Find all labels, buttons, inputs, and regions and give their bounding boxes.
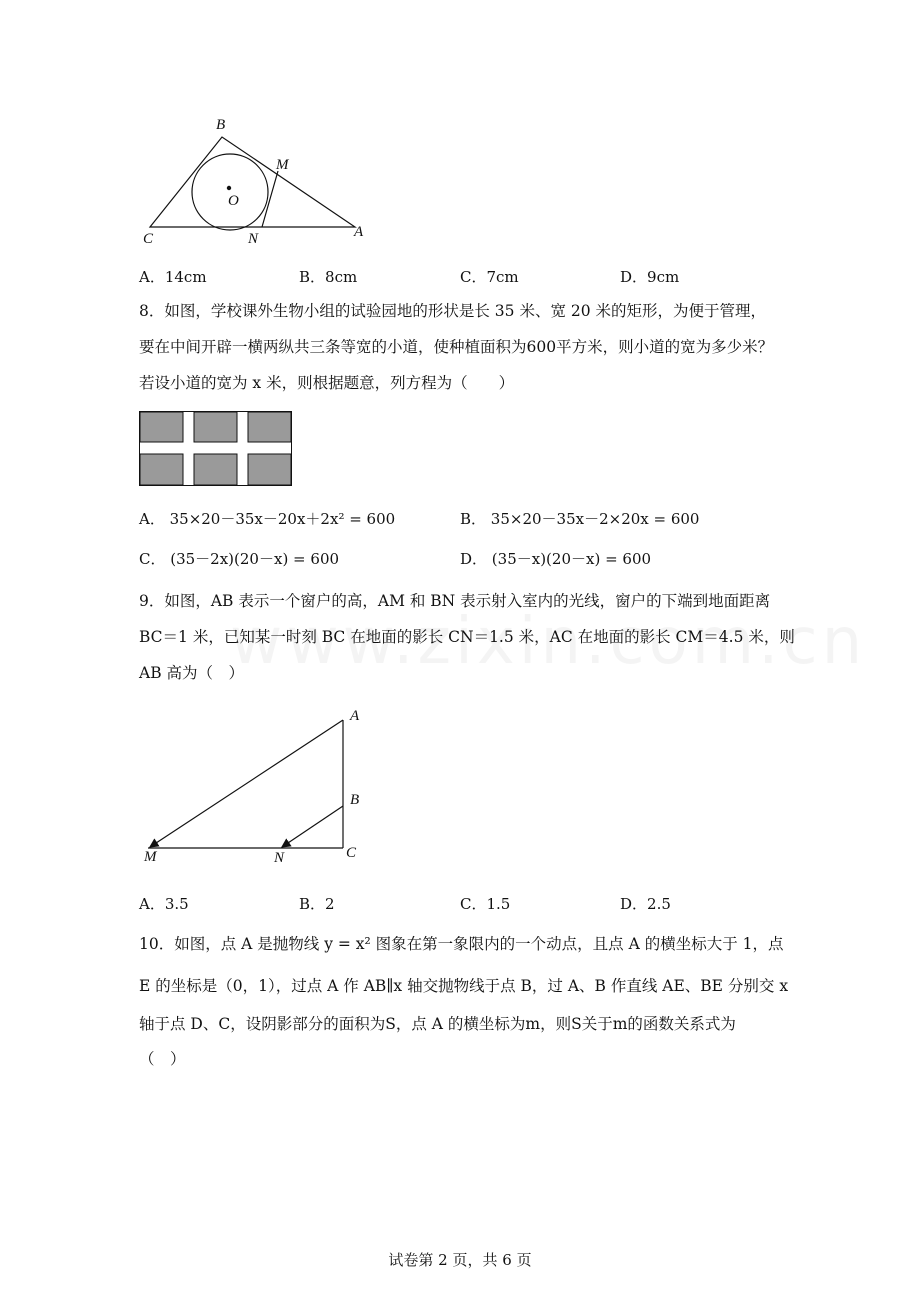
label-a: A xyxy=(350,708,360,724)
ray-am xyxy=(150,720,343,847)
q8-line-2: 要在中间开辟一横两纵共三条等宽的小道，使种植面积为600平方米，则小道的宽为多少米？ xyxy=(139,338,774,356)
plot-6 xyxy=(248,454,291,485)
q7-option-d: D．9cm xyxy=(620,268,680,286)
q9-option-a: A．3.5 xyxy=(139,895,189,913)
q9-figure xyxy=(140,710,360,860)
q8-option-b: B． 35×20－35x－2×20x = 600 xyxy=(460,510,700,528)
q9-option-d: D．2.5 xyxy=(620,895,671,913)
q10-line-4: （ ） xyxy=(139,1050,186,1068)
q8-option-d: D． (35－x)(20－x) = 600 xyxy=(460,550,652,568)
q7-option-c: C．7cm xyxy=(460,268,519,286)
plot-3 xyxy=(248,412,291,442)
plot-2 xyxy=(194,412,237,442)
q8-option-c: C． (35－2x)(20－x) = 600 xyxy=(139,550,340,568)
q9-line-3: AB 高为（ ） xyxy=(139,664,245,682)
label-c: C xyxy=(143,231,154,247)
label-n: N xyxy=(248,231,259,247)
q9-option-b: B．2 xyxy=(299,895,335,913)
q8-option-a: A． 35×20－35x－20x＋2x² = 600 xyxy=(139,510,396,528)
incircle-o xyxy=(192,154,268,230)
q9-line-1: 9．如图，AB 表示一个窗户的高，AM 和 BN 表示射入室内的光线，窗户的下端到地面距离 xyxy=(139,592,771,610)
q10-line-3: 轴于点 D、C，设阴影部分的面积为S，点 A 的横坐标为m，则S关于m的函数关系式为 xyxy=(139,1015,736,1033)
label-o: O xyxy=(228,193,239,209)
q10-line-1: 10．如图，点 A 是抛物线 y = x² 图象在第一象限内的一个动点，且点 A 的横坐标大于 1，点 xyxy=(139,935,784,953)
label-c: C xyxy=(346,845,357,861)
tangent-mn xyxy=(262,171,278,227)
q8-line-1: 8．如图，学校课外生物小组的试验园地的形状是长 35 米、宽 20 米的矩形，为便于管理， xyxy=(139,302,767,320)
ray-bn xyxy=(282,806,343,847)
label-m: M xyxy=(144,849,157,865)
q9-line-2: BC＝1 米，已知某一时刻 BC 在地面的影长 CN＝1.5 米，AC 在地面的影长 CM＝4.5 米，则 xyxy=(139,628,795,646)
plot-4 xyxy=(140,454,183,485)
q9-option-c: C．1.5 xyxy=(460,895,511,913)
center-point-o xyxy=(227,186,231,190)
label-b: B xyxy=(216,117,226,133)
label-n: N xyxy=(274,850,285,866)
triangle-abc xyxy=(150,137,355,227)
plot-5 xyxy=(194,454,237,485)
label-a: A xyxy=(354,224,364,240)
label-b: B xyxy=(350,792,360,808)
q7-option-a: A．14cm xyxy=(139,268,207,286)
label-m: M xyxy=(276,157,289,173)
plot-1 xyxy=(140,412,183,442)
q10-line-2: E 的坐标是（0，1），过点 A 作 AB∥x 轴交抛物线于点 B，过 A、B 作直线 AE、BE 分别交 x xyxy=(139,977,789,995)
q7-option-b: B．8cm xyxy=(299,268,358,286)
q8-line-3: 若设小道的宽为 x 米，则根据题意，列方程为（ ） xyxy=(139,374,515,392)
q8-figure xyxy=(139,411,293,487)
page-footer: 试卷第 2 页，共 6 页 xyxy=(388,1251,532,1269)
